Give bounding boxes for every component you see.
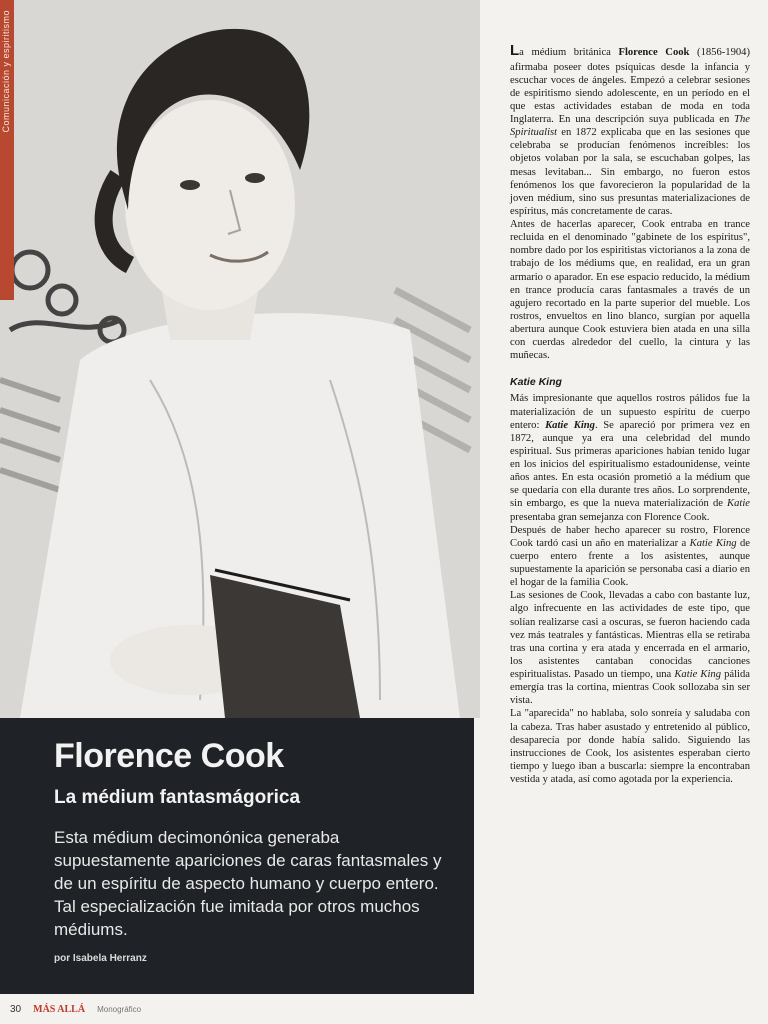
name-emphasis: Katie King (689, 537, 737, 549)
text-run: en 1872 explicaba que en las sesiones que celebraba se producían fenómenos increíbles: los objetos volaban por la sala, se escuchaban golpes, las mesas levitaban... Sin embargo, no fueron estos fenómenos los que favorecieron la popularidad de la joven médium, sino sus presuntas materializaciones de espíritus, más concretamente de caras. (510, 127, 750, 217)
subheading: Katie King (510, 376, 562, 389)
section-name: Monográfico (97, 1004, 142, 1014)
text-run: a médium británica (519, 47, 619, 58)
portrait-illustration (0, 0, 480, 718)
title-block (0, 718, 474, 994)
text-run: . Se apareció por primera vez en 1872, aunque ya era una celebridad del mundo espiritual. Sus primeras apariciones habían tenido lugar en los inicios del espiritualismo estadounidense, veinte años antes. En esta ocasión prometió a la médium que se quedaría con ella durante tres años. Lo sorprendente, sin embargo, es que la nueva materialización de (510, 419, 750, 510)
text-run: (1856-1904) afirmaba poseer dotes psíquicas desde la infancia y escuchar voces de ángeles. Empezó a celebrar sesiones de espiritismo siendo adolescente, en un período en el que estas actividades estaban de moda en toda Inglaterra. En una descripción suya publicada en (510, 47, 750, 126)
section-tab (0, 0, 14, 300)
name-emphasis: Katie King (545, 419, 595, 431)
article-title: Florence Cook (54, 737, 284, 775)
text-run: pálida emergía tras la cortina, mientras Cook sollozaba sin ser vista. (510, 669, 750, 707)
name-emphasis: Katie (727, 498, 750, 510)
portrait-photo (0, 0, 480, 718)
paragraph-6: La "aparecida" no hablaba, solo sonreía y saludaba con la cabeza. Tras haber asustado y entretenido al público, desaparecía por donde había salido. Siguiendo las instrucciones de Cook, los asistentes esperaban cierto tiempo y luego iban a buscarla: siempre la encontraban vestida y atada, así como agotada por la experiencia. (510, 708, 750, 786)
publication-title: The Spiritualist (510, 114, 750, 139)
paragraph-2: Antes de hacerlas aparecer, Cook entraba en trance recluida en el denominado "gabinete de los espíritus", nombre dado por los espiritistas victorianos a la zona de trabajo de los médiums que, en realidad, era un gran armario o aparador. En ese espacio reducido, la médium en trance producía caras fantasmales a través de un agujero recortado en la parte superior del mueble. Los rostros, envueltos en lino blanco, surgían por aquella abertura aunque Cook estuviera bien atada en una silla con cuerdas alrededor del cuello, la cintura y las muñecas. (510, 219, 750, 362)
section-tab-label: Comunicación y espiritismo (1, 10, 11, 133)
paragraph-3 (510, 392, 750, 523)
page-footer (0, 994, 480, 1024)
text-run: Más impresionante que aquellos rostros pálidos fue la materialización de un supuesto espíritu de cuerpo entero: (510, 393, 750, 431)
page-number: 30 (10, 1003, 22, 1015)
article-byline: por Isabela Herranz (54, 953, 147, 965)
name-emphasis: Katie King (674, 669, 722, 681)
article-lede: Esta médium decimonónica generaba supuestamente apariciones de caras fantasmales y de un espíritu de aspecto humano y cuerpo entero. Tal especialización fue imitada por otros muchos médiums. (54, 827, 442, 939)
paragraph-5 (510, 589, 750, 707)
article-body (510, 42, 750, 786)
text-run: Después de haber hecho aparecer su rostro, Florence Cook tardó casi un año en materializar a (510, 524, 750, 549)
name-emphasis: Florence Cook (618, 47, 690, 58)
text-run: de cuerpo entero frente a los asistentes, aunque supuestamente la aparición se personaba casi a diario en el hogar de la familia Cook. (510, 537, 750, 589)
text-run: Las sesiones de Cook, llevadas a cabo con bastante luz, algo infrecuente en las actividades de este tipo, que solían realizarse casi a oscuras, se fueron haciendo cada vez más teatrales y fantásticas. Mientras ella se retiraba tras una cortina y era atada y encerrada en el armario, los asistentes cantaban conocidas canciones espiritualistas. Pasado un tiempo, una (510, 590, 750, 681)
paragraph-1 (510, 42, 750, 218)
paragraph-4 (510, 524, 750, 590)
article-subtitle: La médium fantasmágorica (54, 786, 301, 808)
drop-cap: L (510, 42, 520, 59)
text-run: presentaba gran semejanza con Florence Cook. (510, 511, 710, 523)
magazine-name: MÁS ALLÁ (33, 1003, 86, 1015)
